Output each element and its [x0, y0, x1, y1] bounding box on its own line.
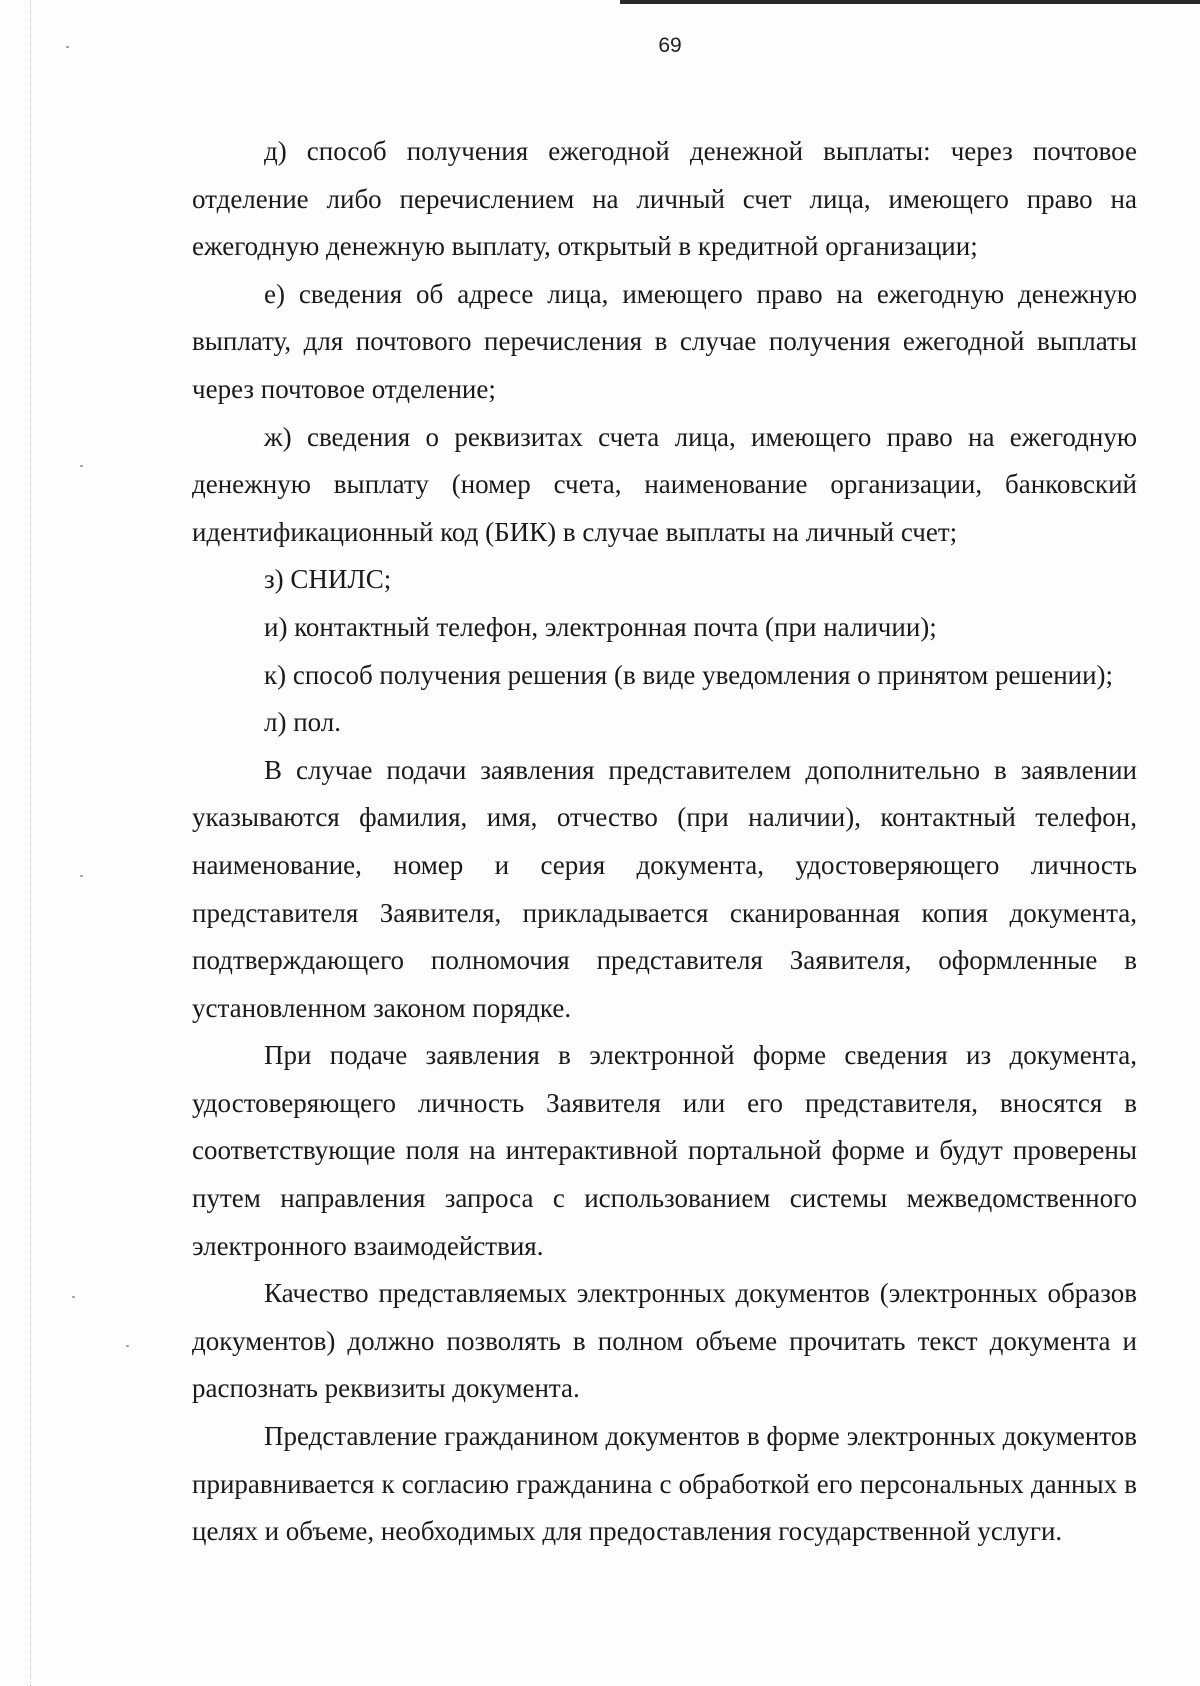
scan-top-edge: [620, 0, 1200, 4]
scan-speck: [80, 465, 83, 467]
paragraph-consent: Представление гражданином документов в форме электронных документов приравнивается к согласию гражданина с обработкой его персональных данных в целях и объеме, необходимых для предоставления государственной услуги.: [192, 1421, 1137, 1547]
scan-speck: [126, 1345, 129, 1347]
paragraph-item-z: з) СНИЛС;: [264, 564, 392, 595]
scan-speck: [80, 875, 83, 877]
scan-left-edge: [30, 0, 32, 1686]
paragraph-quality: Качество представляемых электронных документов (электронных образов документов) должно позволять в полном объеме прочитать текст документа и распознать реквизиты документа.: [192, 1278, 1137, 1404]
page-number: 69: [658, 34, 682, 57]
paragraph-item-e: е) сведения об адресе лица, имеющего право на ежегодную денежную выплату, для почтового перечисления в случае получения ежегодной выплаты через почтовое отделение;: [192, 278, 1137, 404]
scan-speck: [72, 1296, 75, 1298]
paragraph-item-i: и) контактный телефон, электронная почта (при наличии);: [264, 611, 937, 642]
paragraph-item-l: л) пол.: [264, 707, 342, 738]
paragraph-item-zh: ж) сведения о реквизитах счета лица, имеющего право на ежегодную денежную выплату (номер счета, наименование организации, банковский идентификационный код (БИК) в случае выплаты на личный счет;: [192, 421, 1137, 547]
body-text: [192, 128, 1137, 1556]
paragraph-item-k: к) способ получения решения (в виде уведомления о принятом решении);: [264, 659, 1114, 690]
paragraph-electronic-form: При подаче заявления в электронной форме сведения из документа, удостоверяющего личность Заявителя или его представителя, вносятся в соответствующие поля на интерактивной портальной форме и будут проверены путем направления запроса с использованием системы межведомственного электронного взаимодействия.: [192, 1040, 1137, 1261]
paragraph-representative: В случае подачи заявления представителем дополнительно в заявлении указываются фамилия, имя, отчество (при наличии), контактный телефон, наименование, номер и серия документа, удостоверяющего личность представителя Заявителя, прикладывается сканированная копия документа, подтверждающего полномочия представителя Заявителя, оформленные в установленном законом порядке.: [192, 754, 1137, 1023]
paragraph-item-d: д) способ получения ежегодной денежной выплаты: через почтовое отделение либо перечислением на личный счет лица, имеющего право на ежегодную денежную выплату, открытый в кредитной организации;: [192, 136, 1137, 262]
